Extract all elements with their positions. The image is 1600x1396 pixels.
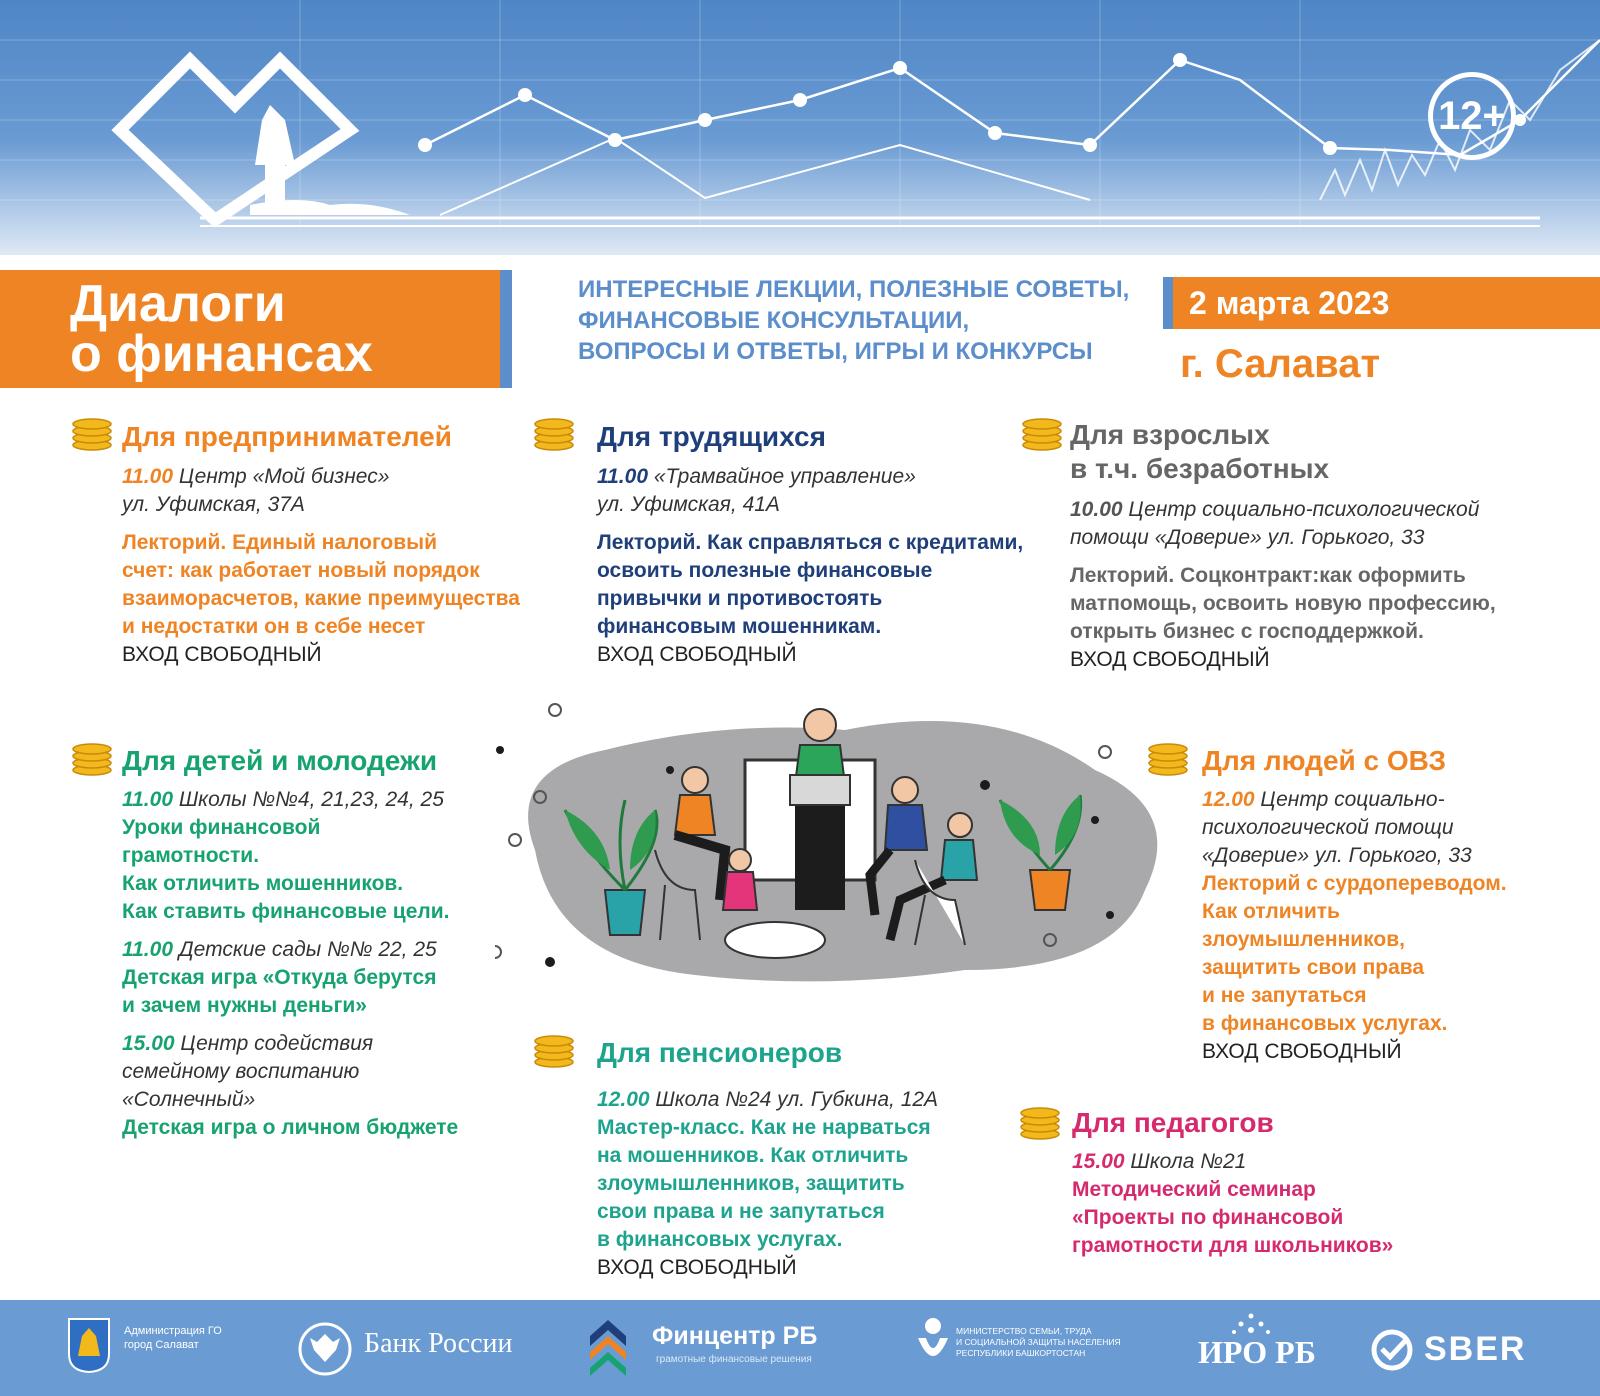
event-desc: Как ставить финансовые цели. xyxy=(122,900,450,923)
event-desc: Лекторий. Единый налоговый xyxy=(122,531,437,554)
event-time: 11.00 xyxy=(122,938,173,961)
section-teachers-body xyxy=(1072,1148,1393,1260)
event-desc: Как отличить xyxy=(1202,900,1340,923)
section-workers-body xyxy=(597,463,1023,669)
ministry-emblem-icon xyxy=(910,1314,956,1376)
coins-icon xyxy=(1146,740,1190,776)
event-time: 12.00 xyxy=(597,1088,650,1111)
event-place: ул. Уфимская, 41А xyxy=(597,493,780,516)
free-entry: ВХОД СВОБОДНЫЙ xyxy=(122,643,322,666)
section-pensioners-body xyxy=(597,1086,938,1282)
event-place: Детские сады №№ 22, 25 xyxy=(173,938,437,961)
event-place: «Доверие» ул. Горького, 33 xyxy=(1202,844,1472,867)
event-desc: и не запутаться xyxy=(1202,984,1367,1007)
ministry-logo-line: РЕСПУБЛИКИ БАШКОРТОСТАН xyxy=(956,1348,1086,1358)
event-place: Центр социально-психологической xyxy=(1122,498,1480,521)
event-time: 11.00 xyxy=(597,465,648,488)
event-place: Школа №24 ул. Губкина, 12А xyxy=(649,1088,939,1111)
event-desc: защитить свои права xyxy=(1202,956,1425,979)
section-adults-body xyxy=(1070,418,1496,674)
event-desc: Лекторий. Соцконтракт:как оформить xyxy=(1070,564,1466,587)
event-desc: Уроки финансовой xyxy=(122,816,321,839)
section-title-entrepreneurs: Для предпринимателей xyxy=(122,421,452,452)
event-date: 2 марта 2023 xyxy=(1163,277,1600,329)
coins-icon xyxy=(1018,1104,1062,1140)
event-place: «Трамвайное управление» xyxy=(648,465,916,488)
event-time: 11.00 xyxy=(122,465,173,488)
admin-logo-text xyxy=(124,1324,222,1352)
event-desc: грамотности для школьников» xyxy=(1072,1234,1394,1257)
section-title-workers: Для трудящихся xyxy=(597,421,826,452)
event-place: психологической помощи xyxy=(1202,816,1454,839)
sber-logo-text: SBER xyxy=(1424,1330,1527,1368)
event-title-line1: Диалоги xyxy=(70,275,286,333)
section-title-adults: в т.ч. безработных xyxy=(1070,453,1330,484)
event-place: Центр социально- xyxy=(1254,788,1445,811)
event-desc: грамотности. xyxy=(122,844,260,867)
event-desc: свои права и не запутаться xyxy=(597,1200,885,1223)
event-time: 15.00 xyxy=(122,1032,175,1055)
event-time: 12.00 xyxy=(1202,788,1255,811)
free-entry: ВХОД СВОБОДНЫЙ xyxy=(597,643,797,666)
event-desc: открыть бизнес с господдержкой. xyxy=(1070,620,1424,643)
free-entry: ВХОД СВОБОДНЫЙ xyxy=(1070,648,1270,671)
event-place: Центр «Мой бизнес» xyxy=(173,465,390,488)
event-desc: освоить полезные финансовые xyxy=(597,559,933,582)
section-title-teachers: Для педагогов xyxy=(1072,1107,1274,1138)
heart-logo-icon xyxy=(120,60,350,220)
event-time: 11.00 xyxy=(122,788,173,811)
coins-icon xyxy=(532,1032,576,1068)
partners-footer xyxy=(0,1300,1600,1396)
fincenter-logo-icon xyxy=(586,1316,630,1378)
event-city: г. Салават xyxy=(1180,342,1381,386)
fincenter-text: Финцентр РБ xyxy=(652,1322,818,1350)
event-time: 15.00 xyxy=(1072,1150,1125,1173)
event-desc: привычки и противостоять xyxy=(597,587,883,610)
coins-icon xyxy=(70,415,114,451)
coins-icon xyxy=(532,415,576,451)
event-desc: счет: как работает новый порядок xyxy=(122,559,480,582)
event-desc: злоумышленников, xyxy=(1202,928,1405,951)
bank-of-russia-text: Банк России xyxy=(364,1328,513,1359)
event-desc: Детская игра о личном бюджете xyxy=(122,1116,459,1139)
event-place: «Солнечный» xyxy=(122,1088,256,1111)
age-rating-badge: 12+ xyxy=(1428,72,1516,160)
admin-logo-line: Администрация ГО xyxy=(124,1325,222,1337)
section-title-disabled: Для людей с ОВЗ xyxy=(1202,745,1447,776)
event-title-block xyxy=(0,270,512,388)
tagline-line: ВОПРОСЫ И ОТВЕТЫ, ИГРЫ И КОНКУРСЫ xyxy=(578,338,1093,365)
iro-rays-icon xyxy=(1228,1310,1274,1336)
event-place: помощи «Доверие» ул. Горького, 33 xyxy=(1070,526,1425,549)
tagline xyxy=(578,274,1138,367)
section-youth-body xyxy=(122,786,458,1142)
sber-check-icon xyxy=(1370,1328,1414,1372)
event-desc: Мастер-класс. Как не нарваться xyxy=(597,1116,931,1139)
ministry-logo-line: МИНИСТЕРСТВО СЕМЬИ, ТРУДА xyxy=(956,1326,1092,1336)
event-desc: финансовым мошенникам. xyxy=(597,615,882,638)
salavat-coat-of-arms-icon xyxy=(66,1316,112,1374)
event-place: ул. Уфимская, 37А xyxy=(122,493,305,516)
section-title-pensioners: Для пенсионеров xyxy=(597,1037,843,1068)
section-title-adults: Для взрослых xyxy=(1070,419,1270,450)
coins-icon xyxy=(1020,415,1064,451)
iro-logo-text: ИРО РБ xyxy=(1198,1334,1316,1370)
admin-logo-line: город Салават xyxy=(124,1339,199,1351)
section-disabled-body xyxy=(1202,786,1507,1066)
ministry-logo-line: И СОЦИАЛЬНОЙ ЗАЩИТЫ НАСЕЛЕНИЯ xyxy=(956,1337,1121,1347)
event-desc: на мошенников. Как отличить xyxy=(597,1144,909,1167)
event-desc: Детская игра «Откуда берутся xyxy=(122,966,437,989)
coins-icon xyxy=(70,740,114,776)
event-desc: Лекторий. Как справляться с кредитами, xyxy=(597,531,1024,554)
free-entry: ВХОД СВОБОДНЫЙ xyxy=(1202,1040,1402,1063)
fincenter-subtext: грамотные финансовые решения xyxy=(656,1354,812,1365)
event-place: Школы №№4, 21,23, 24, 25 xyxy=(173,788,444,811)
header-banner xyxy=(0,0,1600,255)
event-desc: и недостатки он в себе несет xyxy=(122,615,426,638)
event-place: семейному воспитанию xyxy=(122,1060,360,1083)
event-desc: в финансовых услугах. xyxy=(597,1228,843,1251)
tagline-line: ФИНАНСОВЫЕ КОНСУЛЬТАЦИИ, xyxy=(578,307,970,334)
event-time: 10.00 xyxy=(1070,498,1123,521)
event-desc: Как отличить мошенников. xyxy=(122,872,404,895)
event-desc: Лекторий с сурдопереводом. xyxy=(1202,872,1507,895)
event-desc: Методический семинар xyxy=(1072,1178,1316,1201)
event-desc: и зачем нужны деньги» xyxy=(122,994,367,1017)
chart-background-graphic xyxy=(0,0,1600,255)
event-place: Центр содействия xyxy=(174,1032,374,1055)
tagline-line: ИНТЕРЕСНЫЕ ЛЕКЦИИ, ПОЛЕЗНЫЕ СОВЕТЫ, xyxy=(578,276,1130,303)
section-title-youth: Для детей и молодежи xyxy=(122,745,438,776)
event-desc: «Проекты по финансовой xyxy=(1072,1206,1344,1229)
event-desc: злоумышленников, защитить xyxy=(597,1172,905,1195)
people-discussion-illustration xyxy=(495,700,1195,1000)
event-place: Школа №21 xyxy=(1124,1150,1247,1173)
event-title-line2: о финансах xyxy=(70,325,373,383)
event-desc: в финансовых услугах. xyxy=(1202,1012,1448,1035)
ministry-logo-text xyxy=(956,1326,1121,1359)
event-desc: взаиморасчетов, какие преимущества xyxy=(122,587,520,610)
free-entry: ВХОД СВОБОДНЫЙ xyxy=(597,1256,797,1279)
section-entrepreneurs-body xyxy=(122,463,520,669)
event-desc: матпомощь, освоить новую профессию, xyxy=(1070,592,1496,615)
bank-of-russia-emblem-icon xyxy=(298,1322,352,1376)
